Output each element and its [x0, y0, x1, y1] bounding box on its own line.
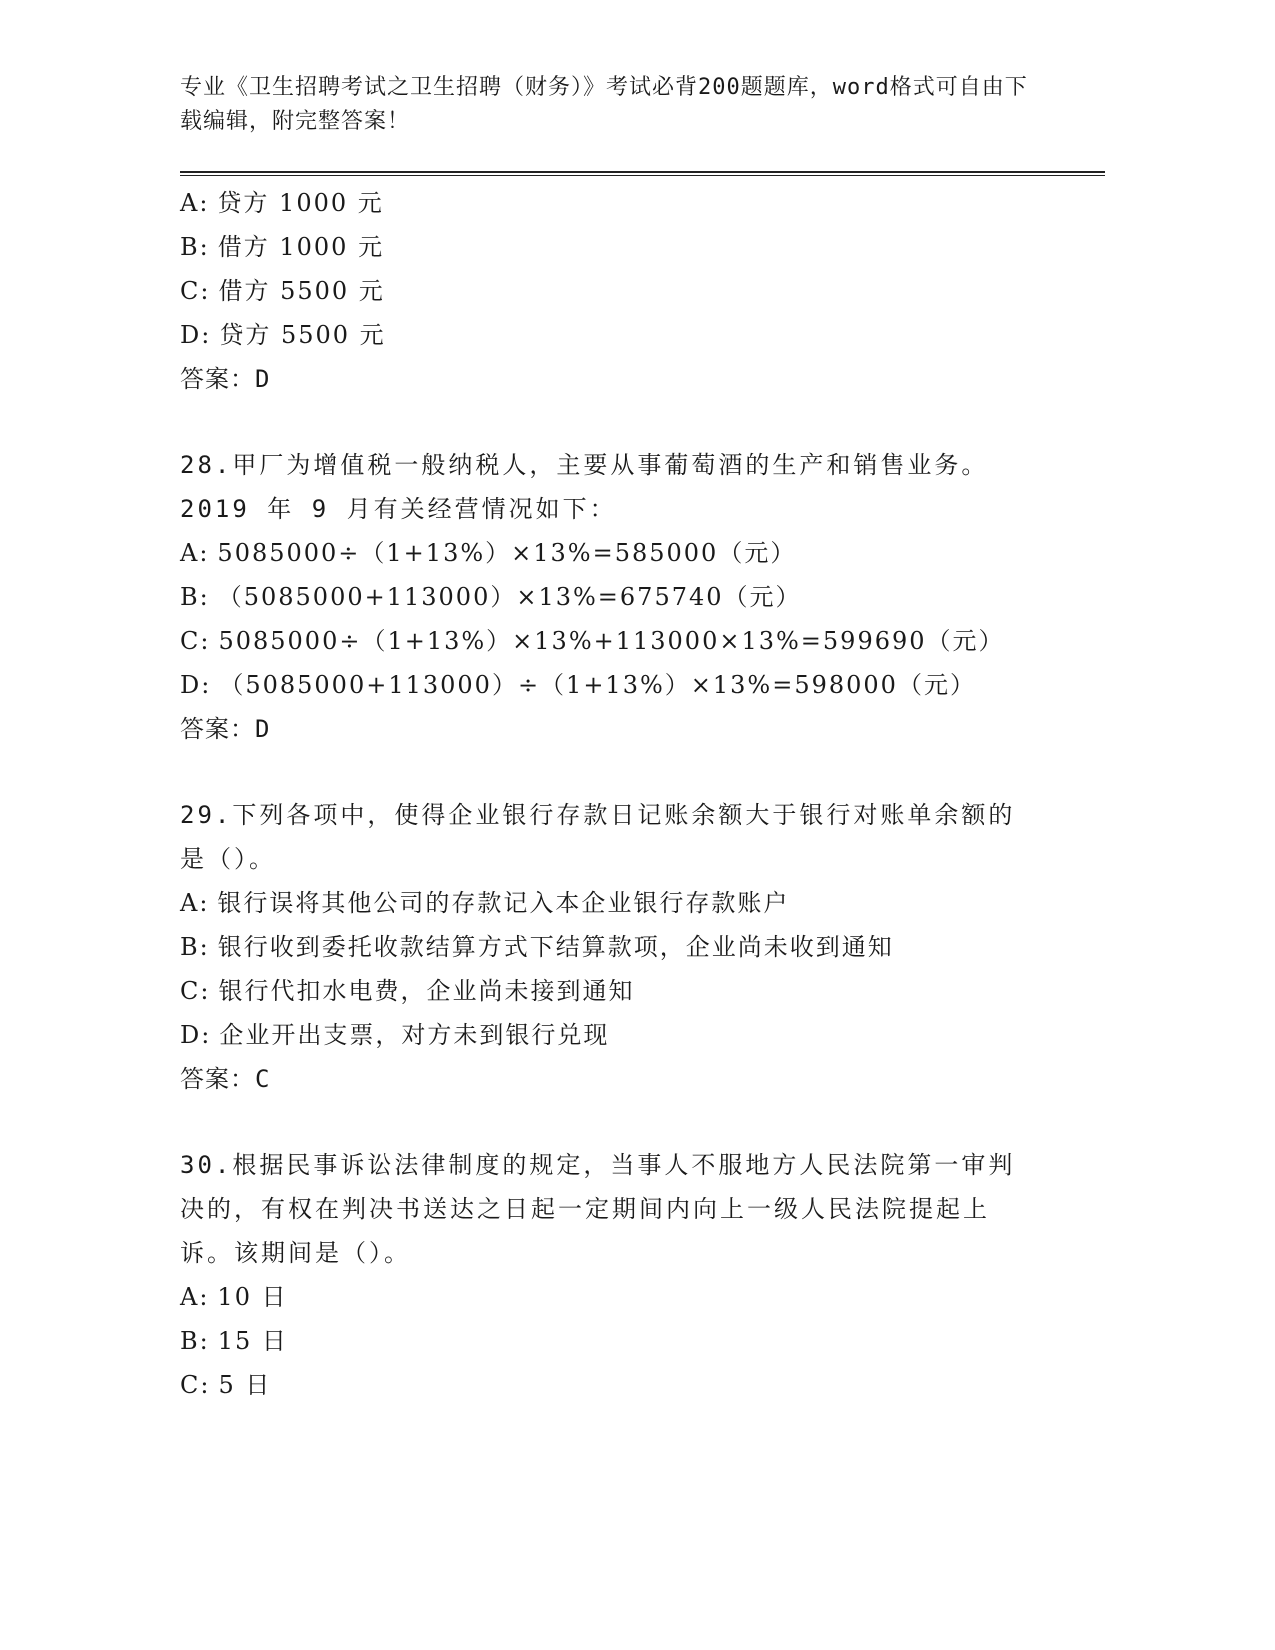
option-key: A: — [180, 539, 210, 567]
option-a — [180, 181, 1105, 225]
option-key: A: — [180, 1283, 210, 1311]
option-d — [180, 313, 1105, 357]
option-text: 银行代扣水电费，企业尚未接到通知 — [218, 977, 635, 1005]
question-29 — [180, 793, 1105, 1101]
option-key: B: — [180, 933, 210, 961]
option-c — [180, 1363, 1105, 1407]
option-b — [180, 925, 1105, 969]
option-key: C: — [180, 277, 211, 305]
option-d — [180, 663, 1105, 707]
option-text: （5085000+113000）×13%=675740（元） — [217, 583, 802, 611]
option-d — [180, 1013, 1105, 1057]
option-c — [180, 269, 1105, 313]
option-key: C: — [180, 1371, 211, 1399]
option-text: 5085000÷（1+13%）×13%=585000（元） — [217, 539, 797, 567]
option-key: D: — [180, 671, 212, 699]
option-b — [180, 575, 1105, 619]
option-key: C: — [180, 627, 211, 655]
option-key: C: — [180, 977, 211, 1005]
option-text: 贷方 1000 元 — [217, 189, 384, 217]
question-27 — [180, 181, 1105, 401]
question-stem: 30.根据民事诉讼法律制度的规定，当事人不服地方人民法院第一审判决的，有权在判决书送达之日起一定期间内向上一级人民法院提起上诉。该期间是（）。 — [180, 1151, 1016, 1267]
answer: 答案：D — [180, 715, 271, 743]
spacer — [180, 1101, 1105, 1143]
option-text: 10 日 — [217, 1283, 288, 1311]
option-b — [180, 1319, 1105, 1363]
header-divider — [180, 171, 1105, 176]
option-key: A: — [180, 189, 210, 217]
option-a — [180, 1275, 1105, 1319]
option-key: B: — [180, 583, 210, 611]
option-text: 借方 5500 元 — [218, 277, 385, 305]
option-text: 借方 1000 元 — [217, 233, 385, 261]
option-text: 银行收到委托收款结算方式下结算款项，企业尚未收到通知 — [217, 933, 894, 961]
question-stem: 28.甲厂为增值税一般纳税人，主要从事葡萄酒的生产和销售业务。2019 年 9 月有关经营情况如下： — [180, 451, 989, 523]
question-stem: 29.下列各项中，使得企业银行存款日记账余额大于银行对账单余额的是（）。 — [180, 801, 1016, 873]
answer: 答案：D — [180, 365, 271, 393]
option-text: 银行误将其他公司的存款记入本企业银行存款账户 — [217, 889, 790, 917]
option-key: D: — [180, 321, 212, 349]
option-key: D: — [180, 1021, 212, 1049]
option-b — [180, 225, 1105, 269]
spacer — [180, 751, 1105, 793]
option-text: 5 日 — [218, 1371, 272, 1399]
spacer — [180, 401, 1105, 443]
option-text: （5085000+113000）÷（1+13%）×13%=598000（元） — [219, 671, 976, 699]
document-header: 专业《卫生招聘考试之卫生招聘（财务）》考试必背200题题库，word格式可自由下载编辑，附完整答案！ — [180, 75, 1028, 134]
option-a — [180, 881, 1105, 925]
question-list — [180, 181, 1105, 1407]
option-c — [180, 969, 1105, 1013]
option-a — [180, 531, 1105, 575]
option-text: 贷方 5500 元 — [219, 321, 386, 349]
option-c — [180, 619, 1105, 663]
option-text: 5085000÷（1+13%）×13%+113000×13%=599690（元） — [218, 627, 1005, 655]
option-key: B: — [180, 1327, 210, 1355]
question-28 — [180, 443, 1105, 751]
option-key: A: — [180, 889, 210, 917]
question-30 — [180, 1143, 1105, 1407]
option-text: 企业开出支票，对方未到银行兑现 — [219, 1021, 610, 1049]
option-key: B: — [180, 233, 210, 261]
answer: 答案：C — [180, 1065, 271, 1093]
option-text: 15 日 — [217, 1327, 288, 1355]
